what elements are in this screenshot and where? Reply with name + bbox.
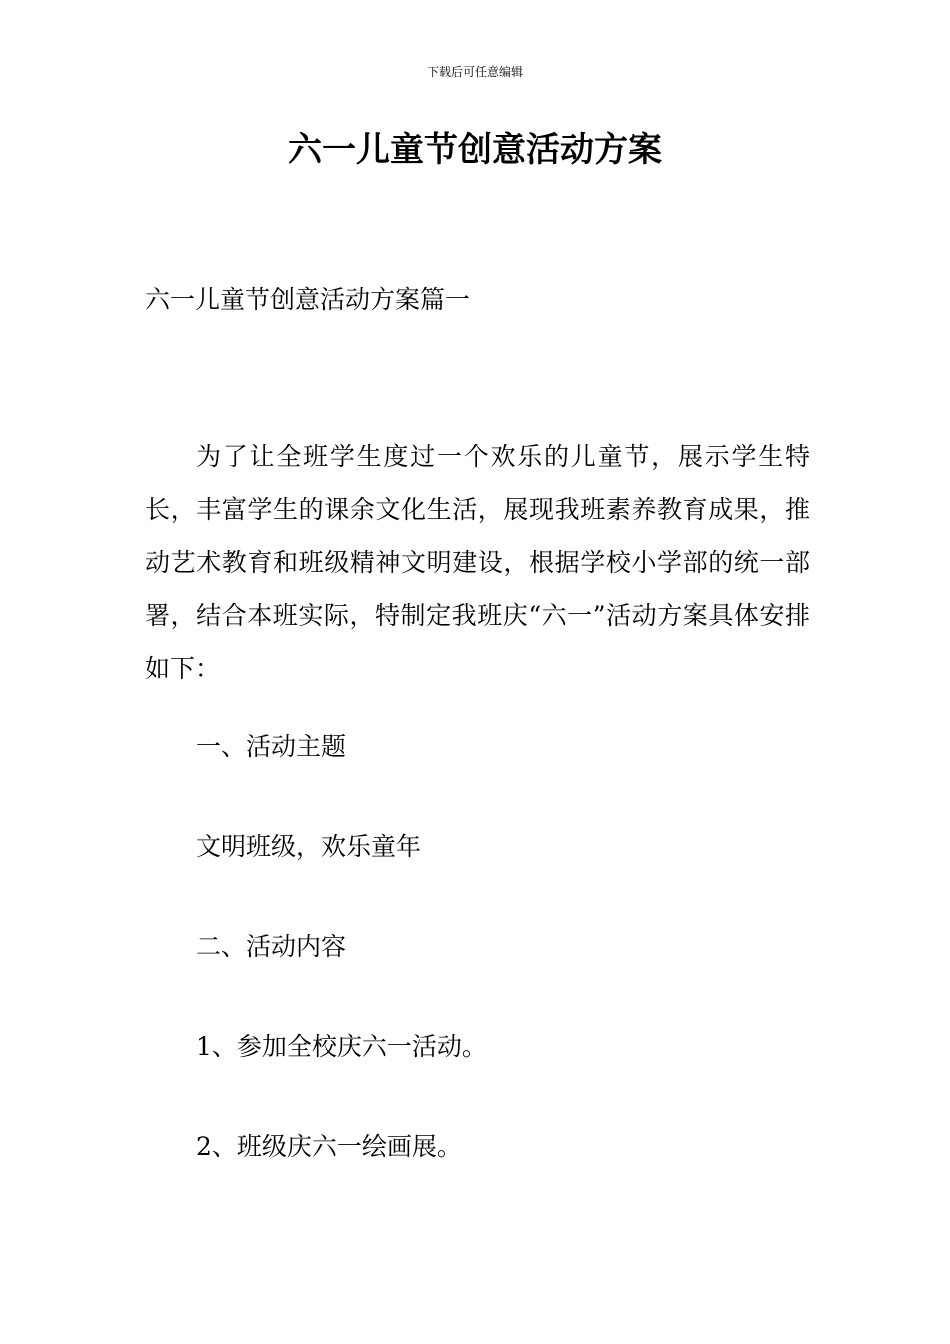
activity-theme-text: 文明班级，欢乐童年 [196, 832, 422, 861]
header-note: 下载后可任意编辑 [426, 65, 523, 79]
intro-paragraph: 为了让全班学生度过一个欢乐的儿童节，展示学生特长，丰富学生的课余文化生活，展现我班素养教育成果，推动艺术教育和班级精神文明建设，根据学校小学部的统一部署，结合本班实际，特制定我班庆“六一”活动方案具体安排如下： [145, 442, 810, 683]
document-title: 六一儿童节创意活动方案 [288, 130, 662, 170]
section-heading: 六一儿童节创意活动方案篇一 [145, 285, 471, 314]
list-item: 2、班级庆六一绘画展。 [196, 1132, 462, 1161]
heading-activity-theme: 一、活动主题 [196, 732, 347, 761]
heading-activity-content: 二、活动内容 [196, 932, 347, 961]
list-item: 1、参加全校庆六一活动。 [196, 1032, 487, 1061]
